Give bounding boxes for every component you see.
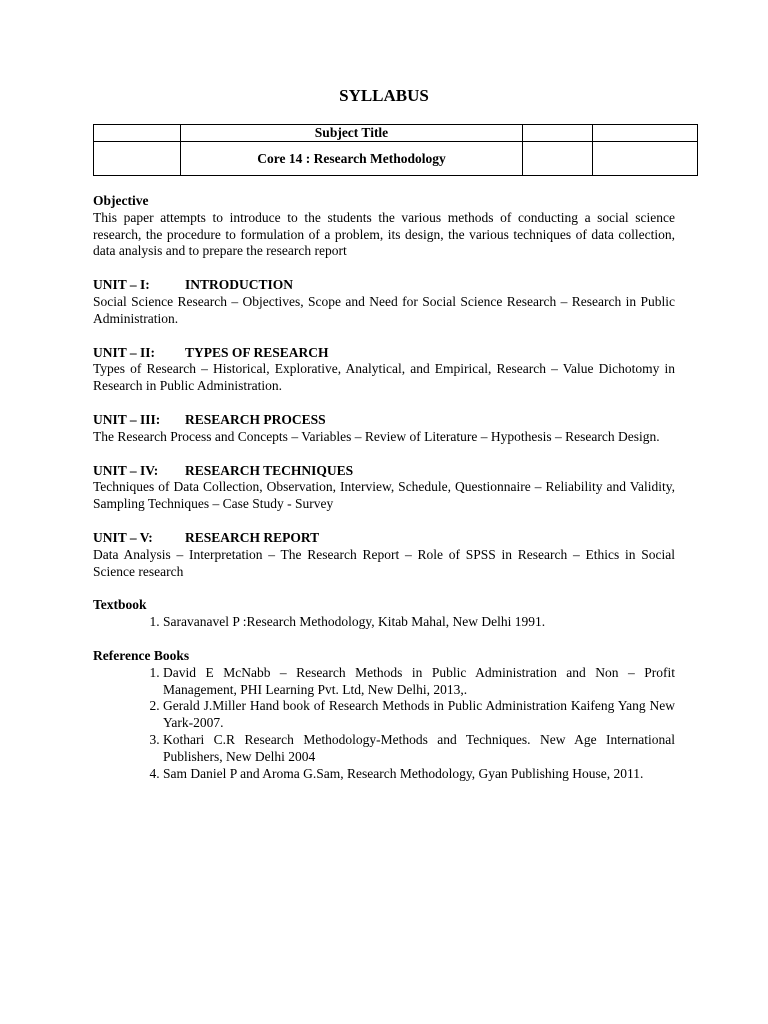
subject-title-label: Subject Title xyxy=(181,125,523,142)
list-item: 2. Gerald J.Miller Hand book of Research Methods in Public Administration Kaifeng Yang New Yark-2007. xyxy=(163,698,675,732)
unit-title: INTRODUCTION xyxy=(185,277,294,293)
unit-text: Types of Research – Historical, Explorative, Analytical, and Empirical, Research – Value Dichotomy in Research in Public Administration. xyxy=(93,361,675,394)
table-cell-empty xyxy=(593,125,698,142)
list-item: 4. Sam Daniel P and Aroma G.Sam, Research Methodology, Gyan Publishing House, 2011. xyxy=(163,766,675,783)
list-item: 1. Saravanavel P :Research Methodology, Kitab Mahal, New Delhi 1991. xyxy=(163,614,675,631)
reference-books-heading: Reference Books xyxy=(93,647,190,663)
unit-label: UNIT – II: xyxy=(93,344,156,360)
unit-title: RESEARCH TECHNIQUES xyxy=(185,462,354,478)
table-cell-empty xyxy=(94,142,181,176)
course-title: Core 14 : Research Methodology xyxy=(181,142,523,176)
list-item: 3. Kothari C.R Research Methodology-Methods and Techniques. New Age International Publishers, New Delhi 2004 xyxy=(163,732,675,766)
unit-heading xyxy=(93,463,675,480)
reference-books-list xyxy=(93,665,675,783)
unit-section-5 xyxy=(93,530,675,580)
objective-heading: Objective xyxy=(93,193,149,208)
textbook-heading: Textbook xyxy=(93,597,147,613)
unit-text: Social Science Research – Objectives, Scope and Need for Social Science Research – Research in Public Administration. xyxy=(93,293,675,326)
objective-text: This paper attempts to introduce to the students the various methods of conducting a social science research, the procedure to formulation of a problem, its design, the various techniques of data collection, data analysis and to prepare the research report xyxy=(93,209,675,259)
unit-section-2 xyxy=(93,345,675,395)
textbook-list xyxy=(93,614,675,631)
unit-text: Data Analysis – Interpretation – The Research Report – Role of SPSS in Research – Ethics in Social Science research xyxy=(93,546,675,579)
unit-section-4 xyxy=(93,463,675,513)
unit-heading xyxy=(93,412,675,429)
unit-section-1 xyxy=(93,277,675,327)
subject-table xyxy=(93,124,698,176)
table-cell-empty xyxy=(523,125,593,142)
page-title: SYLLABUS xyxy=(339,86,429,105)
reference-books-section xyxy=(93,648,675,782)
subject-table-course-row xyxy=(94,142,698,176)
subject-table-header-row xyxy=(94,125,698,142)
unit-title: TYPES OF RESEARCH xyxy=(185,344,329,360)
table-cell-empty xyxy=(593,142,698,176)
unit-text: Techniques of Data Collection, Observation, Interview, Schedule, Questionnaire – Reliability and Validity, Sampling Techniques – Case Study - Survey xyxy=(93,479,675,512)
unit-text: The Research Process and Concepts – Variables – Review of Literature – Hypothesis – Research Design. xyxy=(93,428,660,444)
unit-label: UNIT – V: xyxy=(93,529,153,545)
unit-label: UNIT – I: xyxy=(93,277,150,293)
objective-section xyxy=(93,193,675,260)
unit-title: RESEARCH PROCESS xyxy=(185,411,326,427)
unit-label: UNIT – IV: xyxy=(93,462,159,478)
unit-heading xyxy=(93,345,675,362)
textbook-section xyxy=(93,597,675,631)
unit-section-3 xyxy=(93,412,675,446)
list-item: 1. David E McNabb – Research Methods in Public Administration and Non – Profit Management, PHI Learning Pvt. Ltd, New Delhi, 2013,. xyxy=(163,665,675,699)
unit-title: RESEARCH REPORT xyxy=(185,529,320,545)
table-cell-empty xyxy=(94,125,181,142)
table-cell-empty xyxy=(523,142,593,176)
unit-heading xyxy=(93,277,675,294)
unit-heading xyxy=(93,530,675,547)
syllabus-content xyxy=(93,193,675,782)
unit-label: UNIT – III: xyxy=(93,411,161,427)
